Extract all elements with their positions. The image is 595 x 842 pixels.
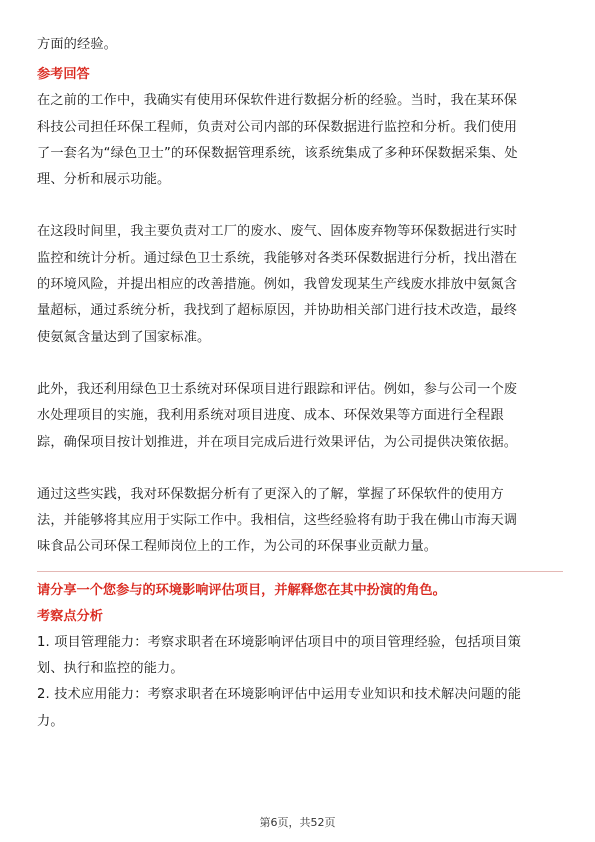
text-line: 1. 项目管理能力：考察求职者在环境影响评估项目中的项目管理经验，包括项目策	[37, 634, 522, 650]
text-line: 划、执行和监控的能力。	[37, 661, 184, 677]
text-line: 的环境风险，并提出相应的改善措施。例如，我曾发现某生产线废水排放中氨氮含	[37, 277, 518, 293]
text-line: 2. 技术应用能力：考察求职者在环境影响评估中运用专业知识和技术解决问题的能	[37, 687, 522, 703]
text-line: 通过这些实践，我对环保数据分析有了更深入的了解，掌握了环保软件的使用方	[37, 486, 504, 502]
answer-paragraph-3	[37, 377, 563, 456]
text-line: 力。	[37, 713, 64, 729]
text-line: 量超标，通过系统分析，我找到了超标原因，并协助相关部门进行技术改造，最终	[37, 303, 518, 319]
section-divider	[37, 571, 563, 572]
answer-paragraph-1	[37, 88, 563, 193]
text-line: 使氨氮含量达到了国家标准。	[37, 329, 211, 345]
text-line: 科技公司担任环保工程师，负责对公司内部的环保数据进行监控和分析。我们使用	[37, 119, 518, 135]
text-line: 味食品公司环保工程师岗位上的工作，为公司的环保事业贡献力量。	[37, 539, 438, 555]
answer-paragraph-4	[37, 482, 563, 561]
text-line: 在这段时间里，我主要负责对工厂的废水、废气、固体废弃物等环保数据进行实时	[37, 224, 518, 240]
answer-heading: 参考回答	[37, 67, 90, 83]
text-line: 监控和统计分析。通过绿色卫士系统，我能够对各类环保数据进行分析，找出潜在	[37, 250, 518, 266]
text-line: 此外，我还利用绿色卫士系统对环保项目进行跟踪和评估。例如，参与公司一个废	[37, 381, 518, 397]
analysis-item-2	[37, 682, 563, 735]
analysis-heading: 考察点分析	[37, 608, 103, 624]
analysis-item-1	[37, 630, 563, 683]
text-line: 在之前的工作中，我确实有使用环保软件进行数据分析的经验。当时，我在某环保	[37, 93, 518, 109]
page-number-footer: 第6页，共52页	[259, 816, 336, 829]
page-content	[37, 32, 563, 735]
text-line: 水处理项目的实施，我利用系统对项目进度、成本、环保效果等方面进行全程跟	[37, 408, 504, 424]
answer-paragraph-2	[37, 219, 563, 350]
text-line: 法，并能够将其应用于实际工作中。我相信，这些经验将有助于我在佛山市海天调	[37, 513, 518, 529]
intro-tail-text: 方面的经验。	[37, 37, 118, 52]
text-line: 踪，确保项目按计划推进，并在项目完成后进行效果评估，为公司提供决策依据。	[37, 434, 518, 450]
text-line: 了一套名为“绿色卫士”的环保数据管理系统，该系统集成了多种环保数据采集、处	[37, 145, 518, 161]
question-text: 请分享一个您参与的环境影响评估项目，并解释您在其中扮演的角色。	[37, 582, 446, 598]
text-line: 理、分析和展示功能。	[37, 172, 171, 188]
